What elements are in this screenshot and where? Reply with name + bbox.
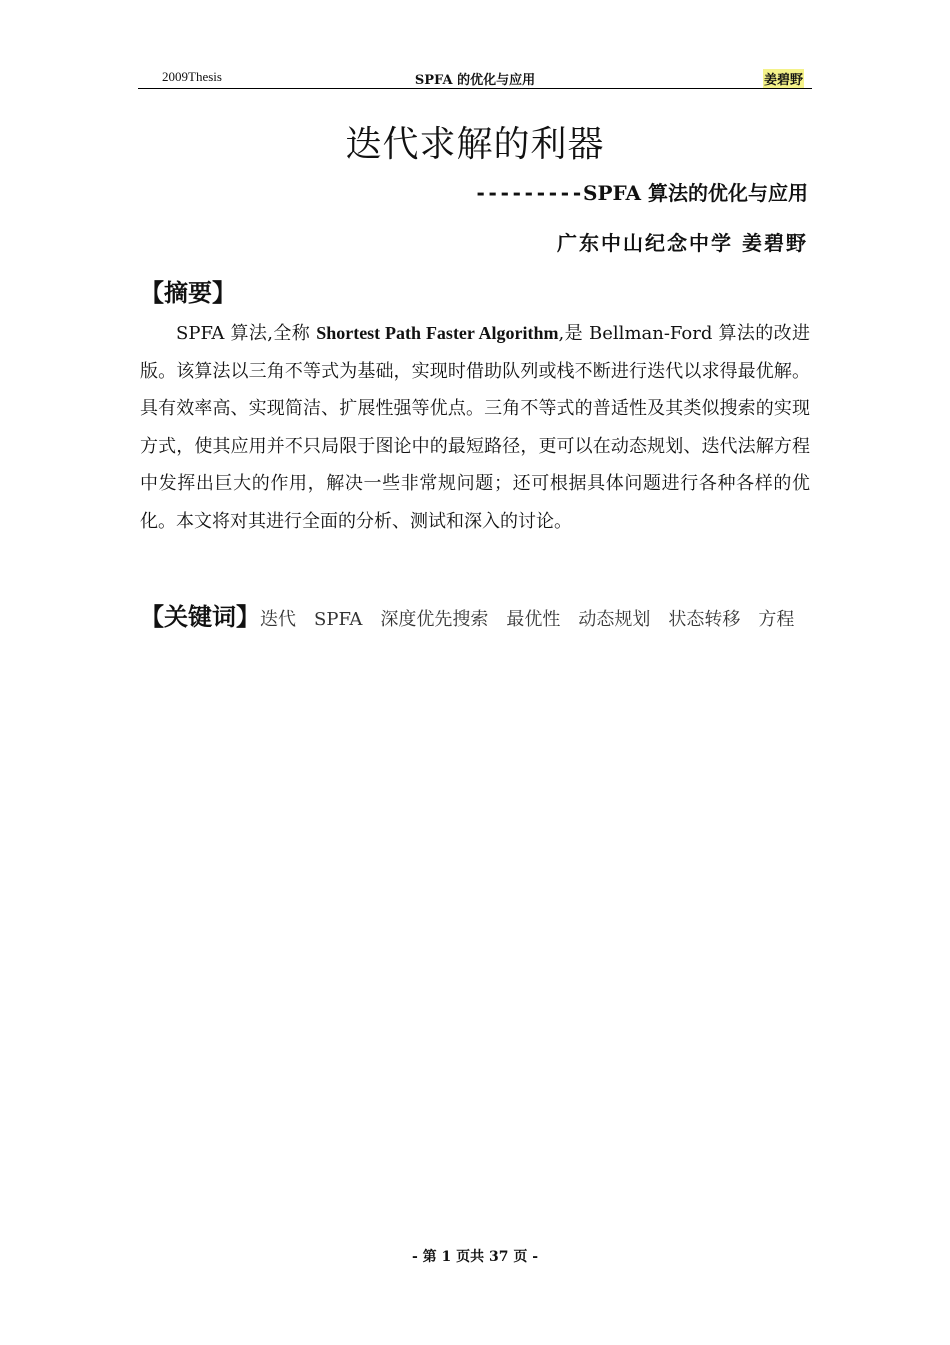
subtitle (475, 177, 808, 206)
abstract-bold-term: Shortest Path Faster Algorithm (316, 323, 559, 343)
keywords-heading: 【关键词】 (140, 602, 260, 631)
keyword-item: 深度优先搜索 (380, 609, 489, 630)
keywords-line (140, 597, 812, 632)
abstract-intro: SPFA 算法,全称 (176, 323, 317, 344)
page-footer: - 第 1 页共 37 页 - (411, 1249, 539, 1265)
abstract-body (140, 315, 810, 540)
keyword-item: 最优性 (506, 609, 561, 630)
page-title: 迭代求解的利器 (345, 124, 605, 165)
keyword-item: SPFA (314, 609, 363, 630)
keyword-item: 迭代 (260, 609, 296, 630)
keyword-item: 动态规划 (578, 609, 651, 630)
page-header (138, 66, 812, 89)
subtitle-dashes: --------- (474, 181, 583, 205)
abstract-heading: 【摘要】 (140, 278, 236, 307)
header-right: 姜碧野 (763, 69, 804, 88)
header-center: SPFA 的优化与应用 (414, 73, 536, 88)
abstract-rest: ,是 Bellman-Ford 算法的改进版。该算法以三角不等式为基础，实现时借助队列或栈不断进行迭代以求得最优解。具有效率高、实现简洁、扩展性强等优点。三角不等式的普适性及其类似搜索的实现方式，使其应用并不只局限于图论中的最短路径，更可以在动态规划、迭代法解方程中发挥出巨大的作用，解决一些非常规问题；还可根据具体问题进行各种各样的优化。本文将对其进行全面的分析、测试和深入的讨论。 (140, 323, 810, 532)
author-line: 广东中山纪念中学 姜碧野 (557, 231, 808, 255)
keyword-item: 方程 (758, 609, 795, 630)
keyword-item: 状态转移 (668, 609, 741, 630)
subtitle-text: SPFA 算法的优化与应用 (583, 181, 808, 205)
header-left: 2009Thesis (162, 69, 222, 84)
